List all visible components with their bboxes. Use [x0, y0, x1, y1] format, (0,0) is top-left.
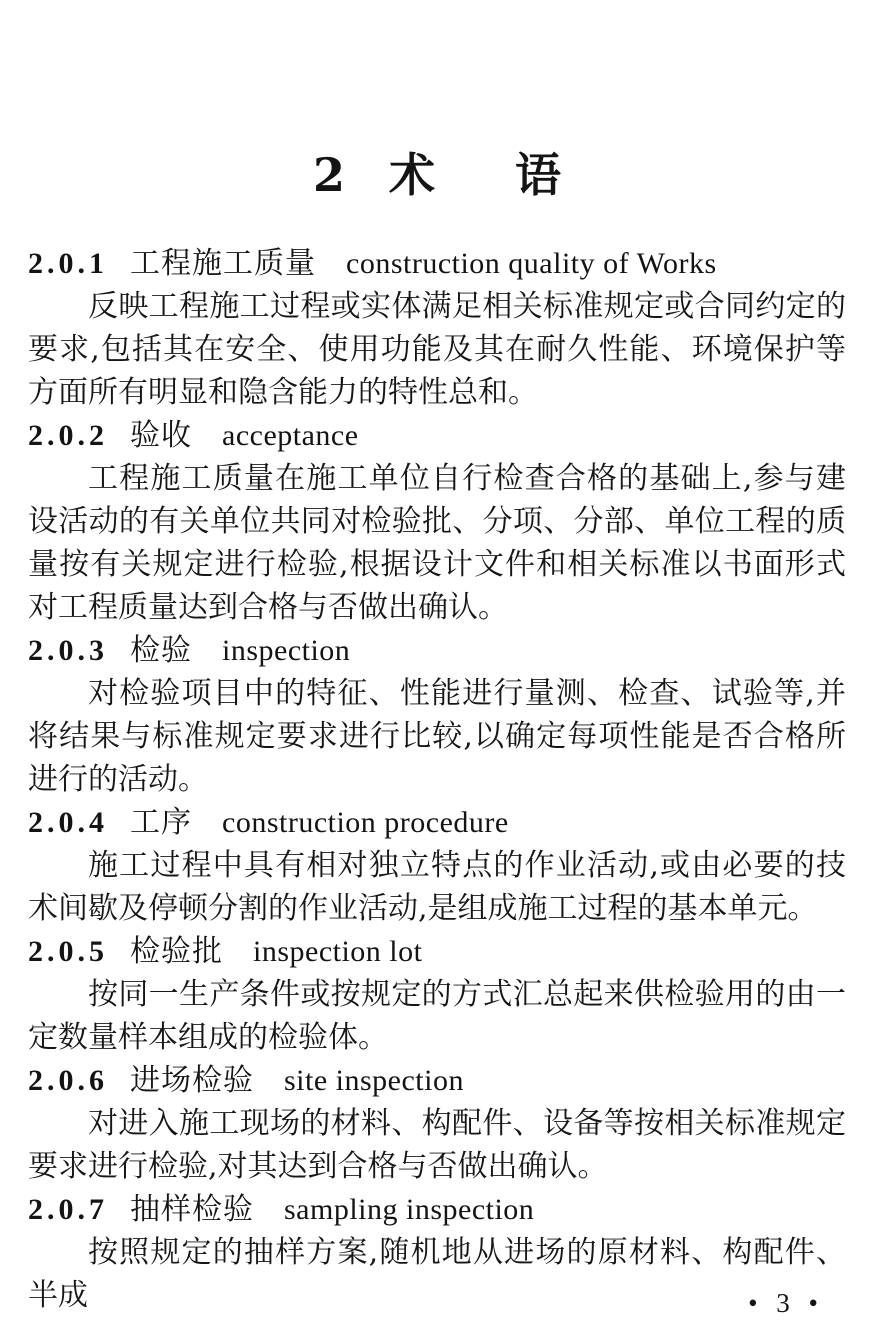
- definition-text-2-0-1: 反映工程施工过程或实体满足相关标准规定或合同约定的要求,包括其在安全、使用功能及其在耐久性能、环境保护等方面所有明显和隐含能力的特性总和。: [28, 289, 846, 410]
- term-heading-2-0-6: [28, 1059, 846, 1102]
- term-english: inspection lot: [253, 935, 423, 968]
- definition-text-2-0-7: 按照规定的抽样方案,随机地从进场的原材料、构配件、半成: [28, 1235, 846, 1313]
- term-chinese: 抽样检验: [130, 1192, 254, 1227]
- term-heading-2-0-2: [28, 414, 846, 457]
- clause-number: 2.0.2: [28, 419, 108, 452]
- term-heading-2-0-3: [28, 629, 846, 672]
- definition-text-2-0-2: 工程施工质量在施工单位自行检查合格的基础上,参与建设活动的有关单位共同对检验批、分项、分部、单位工程的质量按有关规定进行检验,根据设计文件和相关标准以书面形式对工程质量达到合格与否做出确认。: [28, 461, 846, 625]
- term-chinese: 检验批: [130, 934, 223, 969]
- definition-text-2-0-6: 对进入施工现场的材料、构配件、设备等按相关标准规定要求进行检验,对其达到合格与否做出确认。: [28, 1106, 846, 1184]
- clause-number: 2.0.1: [28, 247, 108, 280]
- chapter-title-char-2: 语: [515, 148, 561, 202]
- clause-number: 2.0.4: [28, 806, 108, 839]
- term-heading-2-0-1: [28, 242, 846, 285]
- definition-text-2-0-3: 对检验项目中的特征、性能进行量测、检查、试验等,并将结果与标准规定要求进行比较,以确定每项性能是否合格所进行的活动。: [28, 676, 846, 797]
- clause-number: 2.0.5: [28, 935, 108, 968]
- definition-text-2-0-5: 按同一生产条件或按规定的方式汇总起来供检验用的由一定数量样本组成的检验体。: [28, 977, 846, 1055]
- term-english: construction quality of Works: [346, 247, 717, 280]
- chapter-title: [0, 0, 874, 204]
- term-chinese: 工程施工质量: [130, 246, 316, 281]
- term-heading-2-0-4: [28, 801, 846, 844]
- term-heading-2-0-5: [28, 930, 846, 973]
- clause-number: 2.0.3: [28, 634, 108, 667]
- term-chinese: 进场检验: [130, 1063, 254, 1098]
- term-english: site inspection: [284, 1064, 464, 1097]
- term-english: acceptance: [222, 419, 359, 452]
- clause-number: 2.0.7: [28, 1193, 108, 1226]
- term-english: construction procedure: [222, 806, 509, 839]
- page-number: • 3 •: [748, 1288, 818, 1318]
- term-english: inspection: [222, 634, 351, 667]
- term-heading-2-0-7: [28, 1188, 846, 1231]
- chapter-title-char-1: 术: [389, 148, 435, 202]
- definition-text-2-0-4: 施工过程中具有相对独立特点的作业活动,或由必要的技术间歇及停顿分割的作业活动,是组成施工过程的基本单元。: [28, 848, 846, 926]
- clause-number: 2.0.6: [28, 1064, 108, 1097]
- terminology-list: [28, 242, 846, 1317]
- chapter-number: 2: [312, 148, 345, 202]
- term-chinese: 工序: [130, 805, 192, 840]
- term-chinese: 验收: [130, 418, 192, 453]
- term-chinese: 检验: [130, 633, 192, 668]
- term-english: sampling inspection: [284, 1193, 535, 1226]
